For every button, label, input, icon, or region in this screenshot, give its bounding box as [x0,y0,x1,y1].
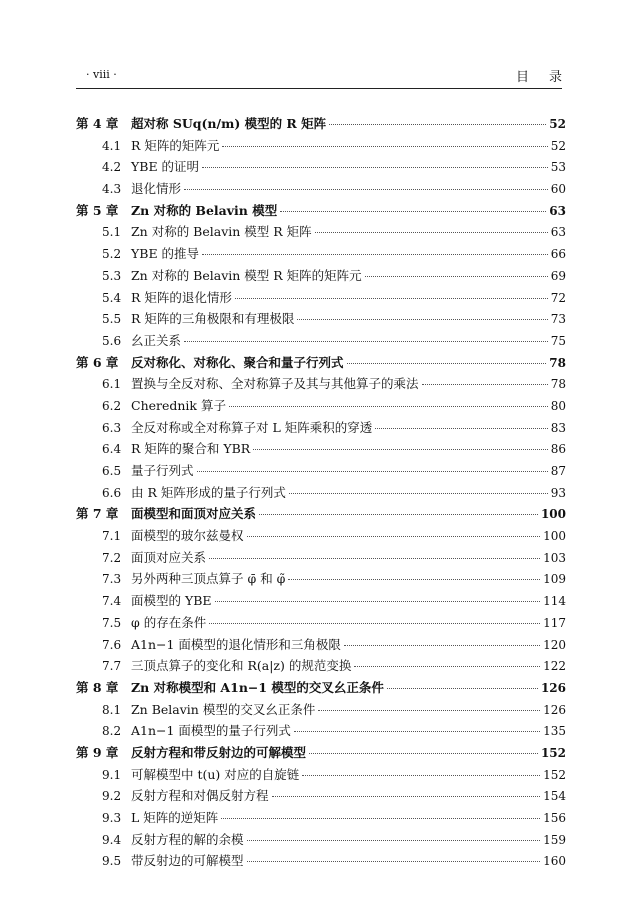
toc-leader-dots [329,124,546,125]
toc-entry-page: 93 [550,485,566,500]
toc-entry-page: 83 [550,420,566,435]
toc-leader-dots [222,146,547,147]
toc-entry-title: R 矩阵的聚合和 YBR [131,441,251,457]
toc-entry-number: 7.2 [102,550,122,565]
toc-section-entry[interactable] [76,309,566,331]
toc-entry-number: 7.3 [102,572,122,587]
toc-leader-dots [309,753,538,754]
toc-entry-title: YBE 的证明 [131,159,200,175]
toc-entry-title: 另外两种三顶点算子 φ̄ 和 φ̃ [131,571,286,587]
toc-leader-dots [209,623,540,624]
toc-section-entry[interactable] [76,288,566,310]
toc-section-entry[interactable] [76,721,566,743]
toc-entry-page: 63 [549,203,566,218]
toc-entry-title: L 矩阵的逆矩阵 [131,810,219,825]
toc-section-entry[interactable] [76,700,566,722]
toc-leader-dots [302,775,540,776]
toc-leader-dots [294,731,540,732]
toc-leader-dots [184,341,548,342]
toc-section-entry[interactable] [76,483,566,505]
toc-entry-number: 5.1 [102,225,122,240]
toc-entry-page: 78 [549,355,566,370]
toc-entry-page: 152 [540,745,566,760]
toc-leader-dots [215,601,541,602]
toc-entry-title: 幺正关系 [131,332,182,348]
toc-section-entry[interactable] [76,179,566,201]
toc-leader-dots [209,558,540,559]
toc-entry-number: 9.5 [102,854,122,869]
toc-entry-title: YBE 的推导 [131,246,200,262]
toc-entry-page: 63 [550,225,566,240]
toc-entry-title: Zn 对称的 Belavin 模型 R 矩阵 [131,224,312,240]
toc-entry-page: 87 [550,464,566,478]
toc-entry-number: 第 4 章 [76,116,119,131]
toc-entry-number: 4.1 [102,138,122,153]
toc-entry-title: 反射方程的解的余模 [131,831,244,847]
toc-leader-dots [184,189,548,190]
toc-section-entry[interactable] [76,461,566,483]
toc-entry-title: 反射方程和对偶反射方程 [131,788,269,804]
toc-entry-title: R 矩阵的矩阵元 [131,137,220,153]
toc-section-entry[interactable] [76,635,566,657]
toc-entry-page: 126 [540,680,566,695]
toc-entry-page: 122 [543,659,566,674]
toc-entry-title: A1n−1 面模型的量子行列式 [131,723,291,739]
toc-chapter-entry[interactable] [76,201,566,223]
toc-leader-dots [253,449,548,450]
toc-entry-page: 78 [550,377,566,392]
page-number-roman: · viii · [86,68,117,81]
running-title: 目录 [515,70,582,85]
toc-section-entry[interactable] [76,374,566,396]
toc-leader-dots [344,645,540,646]
toc-entry-page: 69 [550,268,566,283]
toc-leader-dots [229,406,548,407]
toc-entry-page: 52 [550,138,566,153]
toc-leader-dots [387,688,538,689]
toc-entry-title: 退化情形 [131,181,182,197]
toc-section-entry[interactable] [76,569,566,591]
toc-section-entry[interactable] [76,830,566,852]
toc-leader-dots [297,319,547,320]
toc-leader-dots [247,536,541,537]
toc-entry-number: 6.1 [102,377,122,392]
toc-entry-title: R 矩阵的退化情形 [131,289,232,305]
toc-chapter-entry[interactable] [76,504,566,526]
toc-entry-page: 135 [543,724,566,739]
toc-entry-number: 7.6 [102,637,122,652]
toc-entry-number: 5.6 [102,333,122,348]
toc-section-entry[interactable] [76,548,566,570]
toc-entry-title: Zn 对称的 Belavin 模型 [131,202,278,218]
toc-section-entry[interactable] [76,613,566,635]
toc-leader-dots [422,384,548,385]
toc-entry-number: 4.3 [102,182,122,197]
toc-entry-number: 9.4 [102,832,122,847]
toc-leader-dots [315,232,548,233]
toc-entry-number: 4.2 [102,160,122,175]
toc-entry-number: 第 5 章 [76,202,119,218]
toc-entry-title: 面模型和面顶对应关系 [131,506,257,522]
toc-entry-number: 9.2 [102,789,122,804]
toc-leader-dots [375,428,547,429]
toc-section-entry[interactable] [76,786,566,808]
toc-entry-page: 126 [543,702,566,717]
toc-entry-title: 面模型的玻尔兹曼权 [131,528,244,544]
toc-leader-dots [365,276,548,277]
toc-entry-page: 73 [550,312,566,327]
toc-section-entry[interactable] [76,244,566,266]
toc-entry-title: 量子行列式 [131,463,194,478]
toc-entry-number: 7.4 [102,594,122,609]
toc-section-entry[interactable] [76,765,566,787]
toc-entry-number: 5.4 [102,290,122,305]
toc-entry-number: 6.6 [102,485,122,500]
toc-leader-dots [272,796,541,797]
toc-section-entry[interactable] [76,526,566,548]
toc-leader-dots [197,471,548,472]
toc-entry-number: 5.2 [102,247,122,262]
toc-entry-page: 60 [550,182,566,197]
toc-leader-dots [318,710,540,711]
toc-entry-title: 反对称化、对称化、聚合和量子行列式 [131,354,344,370]
table-of-contents [76,114,566,873]
toc-entry-page: 100 [543,529,566,544]
toc-section-entry[interactable] [76,136,566,158]
toc-entry-title: 反射方程和带反射边的可解模型 [131,744,307,760]
toc-entry-title: 全反对称或全对称算子对 L 矩阵乘积的穿透 [131,419,373,435]
toc-entry-page: 109 [543,572,566,587]
toc-entry-title: 可解模型中 t(u) 对应的自旋链 [131,766,300,782]
toc-section-entry[interactable] [76,851,566,873]
toc-entry-number: 6.2 [102,398,122,413]
toc-entry-page: 80 [550,398,566,413]
toc-entry-page: 53 [550,160,566,175]
toc-entry-page: 159 [543,832,566,847]
page-header [76,66,582,88]
toc-entry-title: Zn 对称模型和 A1n−1 模型的交叉幺正条件 [131,679,384,695]
toc-entry-page: 120 [543,637,566,652]
toc-entry-page: 66 [550,247,566,262]
toc-entry-number: 7.1 [102,529,122,544]
toc-entry-number: 6.3 [102,420,122,435]
toc-entry-title: A1n−1 面模型的退化情形和三角极限 [131,636,341,652]
toc-entry-title: 面顶对应关系 [131,549,207,565]
toc-entry-page: 156 [543,811,566,825]
toc-entry-title: 超对称 SUq(n/m) 模型的 R 矩阵 [131,116,327,131]
toc-leader-dots [288,579,540,580]
toc-leader-dots [235,298,548,299]
toc-section-entry[interactable] [76,439,566,461]
toc-leader-dots [247,861,541,862]
toc-leader-dots [354,666,540,667]
toc-entry-number: 7.7 [102,659,122,674]
toc-entry-number: 5.5 [102,312,122,327]
toc-entry-page: 100 [540,507,566,522]
toc-entry-page: 117 [543,615,566,630]
toc-entry-title: Zn Belavin 模型的交叉幺正条件 [131,701,316,717]
toc-section-entry[interactable] [76,266,566,288]
toc-section-entry[interactable] [76,591,566,613]
toc-section-entry[interactable] [76,396,566,418]
toc-entry-page: 114 [543,594,566,609]
toc-leader-dots [259,514,538,515]
toc-entry-number: 第 8 章 [76,679,119,695]
toc-chapter-entry[interactable] [76,114,566,136]
toc-leader-dots [289,493,548,494]
toc-entry-number: 8.1 [102,702,122,717]
toc-section-entry[interactable] [76,331,566,353]
toc-entry-title: Zn 对称的 Belavin 模型 R 矩阵的矩阵元 [131,267,362,283]
toc-entry-title: 面模型的 YBE [131,593,212,609]
toc-leader-dots [202,167,548,168]
toc-entry-page: 72 [550,290,566,305]
toc-entry-title: φ 的存在条件 [131,614,207,630]
toc-entry-number: 9.1 [102,767,122,782]
toc-entry-title: Cherednik 算子 [131,397,226,413]
toc-chapter-entry[interactable] [76,678,566,700]
toc-chapter-entry[interactable] [76,353,566,375]
toc-entry-number: 6.4 [102,442,122,457]
toc-section-entry[interactable] [76,157,566,179]
toc-entry-title: 带反射边的可解模型 [131,853,244,869]
toc-entry-page: 154 [543,789,566,804]
toc-leader-dots [280,211,546,212]
toc-entry-title: 三顶点算子的变化和 R(a|z) 的规范变换 [131,658,352,674]
toc-entry-page: 103 [543,550,566,565]
toc-entry-number: 5.3 [102,268,122,283]
toc-section-entry[interactable] [76,808,566,830]
toc-entry-page: 86 [550,442,566,457]
toc-entry-number: 9.3 [102,811,122,825]
toc-entry-number: 7.5 [102,615,122,630]
toc-section-entry[interactable] [76,418,566,440]
toc-entry-number: 第 6 章 [76,354,119,370]
toc-entry-number: 第 7 章 [76,506,119,522]
toc-leader-dots [221,818,540,819]
toc-leader-dots [247,840,541,841]
toc-leader-dots [202,254,548,255]
toc-entry-page: 152 [543,767,566,782]
header-rule [76,88,562,89]
toc-entry-number: 6.5 [102,464,122,478]
toc-entry-title: 置换与全反对称、全对称算子及其与其他算子的乘法 [131,376,419,392]
toc-entry-title: 由 R 矩阵形成的量子行列式 [131,484,286,500]
toc-entry-page: 160 [543,854,566,869]
toc-entry-title: R 矩阵的三角极限和有理极限 [131,311,295,327]
toc-leader-dots [347,363,547,364]
toc-entry-number: 第 9 章 [76,744,119,760]
toc-section-entry[interactable] [76,222,566,244]
toc-section-entry[interactable] [76,656,566,678]
toc-entry-number: 8.2 [102,724,122,739]
toc-chapter-entry[interactable] [76,743,566,765]
toc-entry-page: 75 [550,333,566,348]
toc-entry-page: 52 [549,117,566,131]
